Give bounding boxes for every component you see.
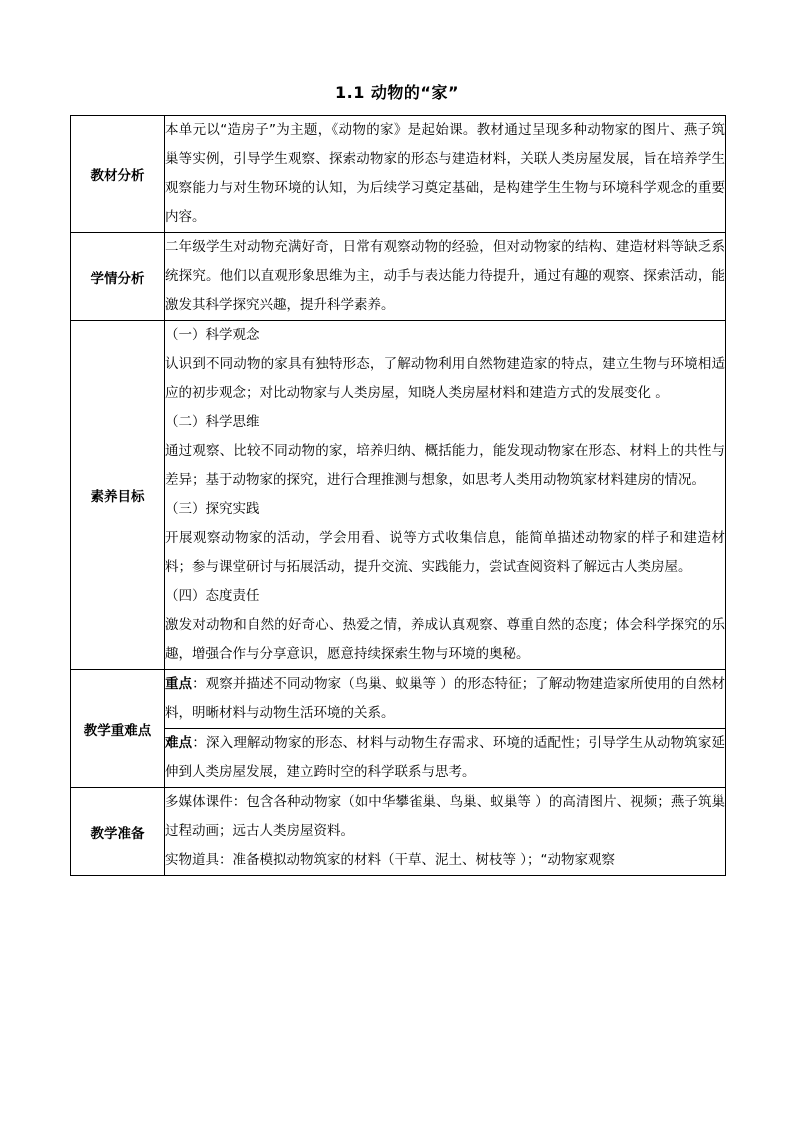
goal-heading: （三）探究实践 [165,501,260,517]
goal-heading: （四）态度责任 [165,588,260,604]
goal-text: 开展观察动物家的活动，学会用看、说等方式收集信息，能简单描述动物家的样子和建造材料；参与课堂研讨与拓展活动，提升交流、实践能力，尝试查阅资料了解远古人类房屋。 [165,530,725,575]
goal-text: 认识到不同动物的家具有独特形态，了解动物利用自然物建造家的特点，建立生物与环境相适应的初步观念；对比动物家与人类房屋，知晓人类房屋材料和建造方式的发展变化 。 [165,356,725,401]
row-material-analysis [71,116,726,233]
goal-heading: （一）科学观念 [165,327,260,343]
key-focus-text: ：观察并描述不同动物家（鸟巢、蚁巢等 ）的形态特征；了解动物建造家所使用的自然材料，明晰材料与动物生活环境的关系。 [165,676,725,721]
prep-multimedia: 多媒体课件：包含各种动物家（如中华攀雀巢、鸟巢、蚁巢等 ）的高清图片、视频；燕子筑巢过程动画；远古人类房屋资料。 [165,794,725,839]
difficulty-paragraph [165,729,725,787]
goal-text: 激发对动物和自然的好奇心、热爱之情，养成认真观察、尊重自然的态度；体会科学探究的乐趣，增强合作与分享意识，愿意持续探索生物与环境的奥秘。 [165,617,725,662]
key-focus-paragraph [165,670,725,728]
key-focus-lead: 重点 [165,676,193,692]
student-analysis-text: 二年级学生对动物充满好奇，日常有观察动物的经验，但对动物家的结构、建造材料等缺乏系统探究。他们以直观形象思维为主，动手与表达能力待提升，通过有趣的观察、探索活动，能激发其科学探究兴趣，提升科学素养。 [165,239,725,313]
difficulty-text: ：深入理解动物家的形态、材料与动物生存需求、环境的适配性；引导学生从动物筑家延伸到人类房屋发展，建立跨时空的科学联系与思考。 [165,735,726,780]
material-analysis-text: 本单元以“造房子”为主题，《动物的家》是起始课。教材通过呈现多种动物家的图片、燕子筑巢等实例，引导学生观察、探索动物家的形态与建造材料，关联人类房屋发展，旨在培养学生观察能力与对生物环境的认知，为后续学习奠定基础，是构建学生生物与环境科学观念的重要内容。 [165,122,725,225]
row-literacy-goals [71,321,726,670]
content-literacy-goals [165,321,726,670]
lesson-plan-table [70,115,726,876]
row-key-focus [71,670,726,729]
row-difficulty [71,729,726,788]
page-title: 1.1 动物的“家” [335,83,459,102]
goal-heading: （二）科学思维 [165,414,260,430]
label-material-analysis: 教材分析 [71,116,165,233]
row-student-analysis [71,233,726,321]
content-difficulty [165,729,726,788]
label-student-analysis: 学情分析 [71,233,165,321]
row-teaching-prep [71,788,726,876]
content-material-analysis [165,116,726,233]
difficulty-lead: 难点 [165,735,193,751]
label-key-difficult-points: 教学重难点 [71,670,165,788]
label-teaching-prep: 教学准备 [71,788,165,876]
goal-text: 通过观察、比较不同动物的家，培养归纳、概括能力，能发现动物家在形态、材料上的共性与差异；基于动物家的探究，进行合理推测与想象，如思考人类用动物筑家材料建房的情况。 [165,443,725,488]
prep-props: 实物道具：准备模拟动物筑家的材料（干草、泥土、树枝等 ）；“动物家观察 [165,852,616,868]
content-teaching-prep [165,788,726,876]
content-student-analysis [165,233,726,321]
content-key-focus [165,670,726,729]
label-literacy-goals: 素养目标 [71,321,165,670]
